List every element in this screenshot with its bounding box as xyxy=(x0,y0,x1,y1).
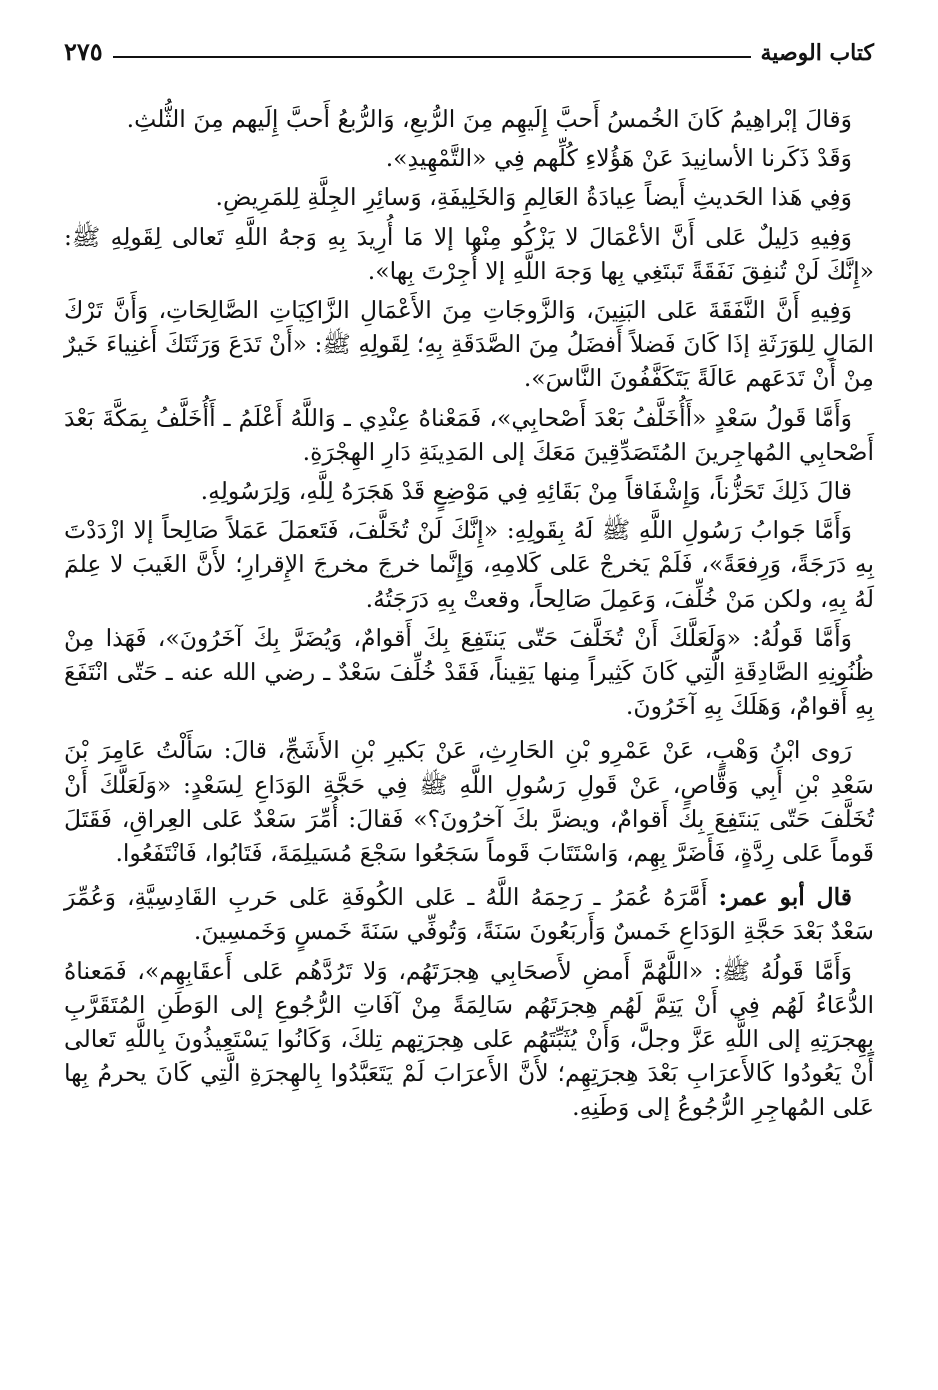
paragraph-text: وَأَمَّا قَولُهُ ﷺ: «اللَّهُمَّ أَمضِ لأَصحَابِي هِجرَتَهُم، وَلا تَرُدَّهُم عَلى أَعقَابِهِم»، فَمَعناهُ الدُّعَاءُ لَهُم فِي أَنْ يَتِمَّ لَهُم هِجرَتَهُم سَالِمَةً مِنْ آفَاتِ الرُّجُوعِ إلى الوَطَنِ المُتَقَرَّبِ بِهِجرَتِهِ إلى اللَّهِ عَزَّ وجلَّ، وَأَنْ يُثَبِّتَهُم عَلى هِجرَتِهم تِلكَ، وَكَانُوا يَسْتَعِيذُونَ بِاللَّهِ تَعالى أَنْ يَعُودُوا كَالأَعرَابِ بَعْدَ هِجرَتِهِم؛ لأَنَّ الأَعرَابَ لَمْ يَتَعَبَّدُوا بِالهِجرَةِ الَّتِي كَانَ يحرمُ بِها عَلى المُهاجِرِ الرُّجُوعُ إلى وَطَنِهِ. xyxy=(64,956,874,1122)
paragraph-6 xyxy=(64,401,874,469)
paragraph-4 xyxy=(64,220,874,288)
paragraph-5 xyxy=(64,293,874,396)
running-header xyxy=(64,30,874,66)
header-rule xyxy=(113,56,751,58)
paragraph-text: وَفِيهِ دَلِيلٌ عَلى أَنَّ الأعْمَالَ لا يَزْكُو مِنْها إلا مَا أُرِيدَ بِهِ وَجهُ اللَّهِ تَعالى لِقَولِهِ ﷺ: «إِنَّكَ لَنْ تُنفِقَ نَفَقَةً تَبتَغِي بِها وَجهَ اللَّهِ إلا أُجِرْتَ بِها». xyxy=(64,222,874,285)
page-number: ٢٧٥ xyxy=(64,37,103,66)
paragraph-7 xyxy=(64,474,874,508)
paragraph-2 xyxy=(64,141,874,175)
page-body xyxy=(64,102,874,1130)
paragraph-text: وَأَمَّا قَولُهُ: «وَلَعَلَّكَ أَنْ تُخَلَّفَ حَتّى يَنتَفِعَ بِكَ أَقوامٌ، وَيُضَرَّ بِكَ آخَرُونَ»، فَهَذا مِنْ ظُنُونِهِ الصَّادِقَةِ الَّتِي كَانَ كَثِيراً مِنها يَقِيناً، فَقَدْ خُلِّفَ سَعْدٌ ـ رضي الله عنه ـ حَتّى انْتَفَعَ بِهِ أَقوامٌ، وَهَلَكَ بِهِ آخَرُونَ. xyxy=(64,623,874,721)
paragraph-9 xyxy=(64,621,874,724)
paragraph-11 xyxy=(64,880,874,948)
paragraph-12 xyxy=(64,954,874,1125)
paragraph-10 xyxy=(64,733,874,870)
paragraph-text: وَفِيهِ أَنَّ النَّفَقَةَ عَلى البَنِينَ، وَالزَّوجَاتِ مِنَ الأَعْمَالِ الزَّاكِيَاتِ الصَّالِحَاتِ، وَأَنَّ تَرْكَ المَالِ لِلوَرَثَةِ إذَا كَانَ فَضلاً أَفضَلُ مِنَ الصَّدَقَةِ بِهِ؛ لِقَولِهِ ﷺ: «أَنْ تَدَعَ وَرَثَتَكَ أَغنِياءَ خَيرٌ مِنْ أَنْ تَدَعَهم عَالَةً يَتَكَفَّفُونَ النَّاسَ». xyxy=(64,296,874,393)
paragraph-text: وَأَمَّا قَولُ سَعْدٍ «أَأُخَلَّفُ بَعْدَ أَصْحابِي»، فَمَعْناهُ عِنْدِي ـ وَاللَّهُ أَعْلَمُ ـ أَأُخَلَّفُ بِمَكَّةَ بَعْدَ أَصْحابِي المُهاجِرينَ المُتَصَدِّقِينَ مَعَكَ إلى المَدِينَةِ دَارِ الهِجْرَةِ. xyxy=(64,403,874,466)
paragraph-8 xyxy=(64,513,874,616)
paragraph-text: وَقالَ إبْراهِيمُ كَانَ الخُمسُ أَحبَّ إِلَيهِم مِنَ الرُّبعِ، وَالرُّبعُ أَحبَّ إِلَيهم مِنَ الثُّلثِ. xyxy=(126,105,852,133)
paragraph-text: أَمَّرَهُ عُمَرُ ـ رَحِمَهُ اللَّهُ ـ عَلى الكُوفَةِ عَلى حَربِ القَادِسِيَّةِ، وَعُمِّرَ سَعْدٌ بَعْدَ حَجَّةِ الوَدَاعِ خَمسٌ وَأَربَعُونَ سَنَةً، وَتُوفِّي سَنَةَ خَمسٍ وَخَمسِينَ. xyxy=(64,883,874,946)
paragraph-text: قالَ ذَلِكَ تَحَزُّناً، وَإِشْفَاقاً مِنْ بَقَائِهِ فِي مَوْضِعٍ قَدْ هَجَرَهُ لِلَّهِ، وَلِرَسُولِهِ. xyxy=(200,477,852,506)
paragraph-1 xyxy=(64,102,874,136)
book-title: كتاب الوصية xyxy=(760,40,874,66)
speaker-label: قال أبو عمر: xyxy=(718,883,852,912)
paragraph-text: وَأَمَّا جَوابُ رَسُولِ اللَّهِ ﷺ لَهُ بِقَولِهِ: «إِنَّكَ لَنْ تُخَلَّفَ، فَتَعمَلَ عَمَلاً صَالِحاً إلا ازْدَدْتَ بِهِ دَرَجَةً، وَرِفعَةً»، فَلَمْ يَخرجْ عَلى كَلامِهِ، وَإِنَّما خرجَ مخرجَ الإِقرارِ؛ لأَنَّ الغَيبَ لا عِلمَ لَهُ بِهِ، ولكن مَنْ خُلِّفَ، وَعَمِلَ صَالِحاً، وقعتْ بِهِ دَرَجَتُهُ. xyxy=(64,516,874,613)
paragraph-text: رَوى ابْنُ وَهْبٍ، عَنْ عَمْرِو بْنِ الحَارِثِ، عَنْ بَكيرِ بْنِ الأَشَجِّ، قالَ: سَأَلْتُ عَامِرَ بْنَ سَعْدِ بْنِ أَبِي وَقَّاصٍ، عَنْ قَولِ رَسُولِ اللَّهِ ﷺ فِي حَجَّةِ الوَدَاعِ لِسَعْدٍ: «وَلَعَلَّكَ أَنْ تُخَلَّفَ حَتّى يَنتَفِعَ بِكَ أَقوامٌ، ويضرَّ بكَ آخرُونَ؟» فَقالَ: أُمِّرَ سَعْدٌ عَلى العِراقِ، فَقَتَلَ قَوماً عَلى رِدَّةٍ، فَأَضَرَّ بِهِم، وَاسْتَتَابَ قَوماً سَجَعُوا سَجْعَ مُسَيلِمَةَ، فَتَابُوا، فَانْتَفَعُوا. xyxy=(64,736,874,868)
paragraph-text: وَقَدْ ذَكَرنا الأسانِيدَ عَنْ هَؤُلاءِ كُلِّهم فِي «التَّمْهِيدِ». xyxy=(385,144,852,173)
paragraph-text: وَفِي هَذا الحَديثِ أَيضاً عِيادَةُ العَالِمِ وَالخَلِيفَةِ، وَسائِرِ الجِلَّةِ لِلمَرِيضِ. xyxy=(215,183,852,212)
paragraph-3 xyxy=(64,180,874,214)
